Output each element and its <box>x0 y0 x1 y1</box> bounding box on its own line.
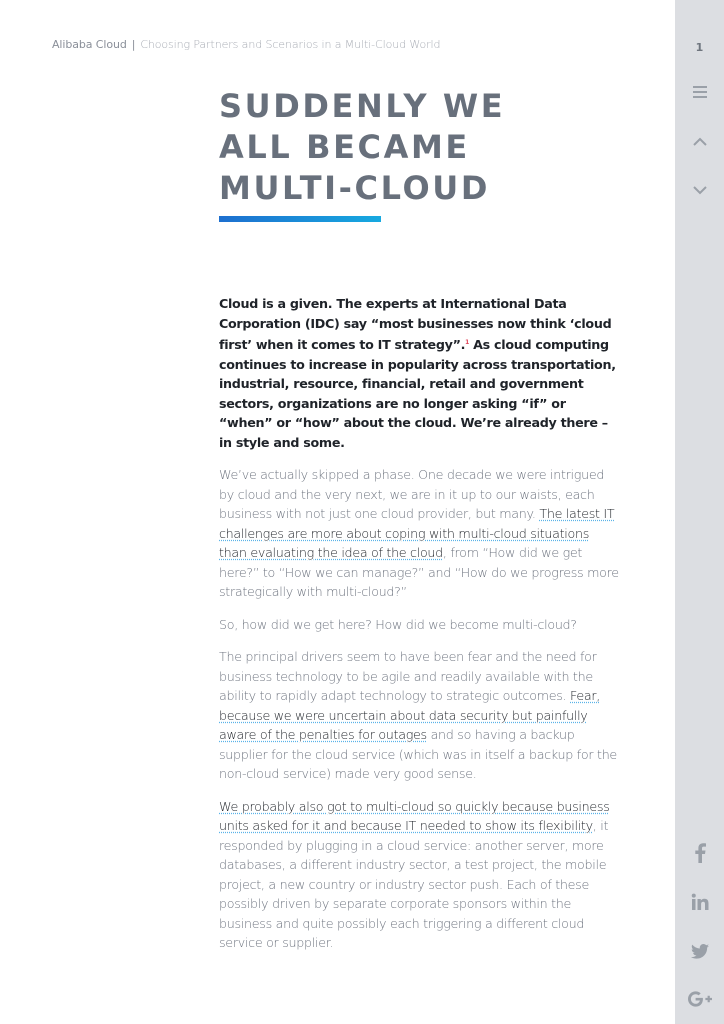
lead-paragraph <box>219 294 619 452</box>
paragraph-text: , it responded by plugging in a cloud service: another server, more databases, a different industry sector, a test project, the mobile project, a new country or industry sector push. Each of these possibly driven by separate corporate sponsors within the business and quite possibly each triggering a different cloud service or supplier. <box>219 818 609 951</box>
paragraph-5 <box>219 797 619 953</box>
chevron-down-icon[interactable] <box>675 180 724 200</box>
twitter-icon[interactable] <box>675 940 724 962</box>
lead-text: Cloud is a given. The experts at International Data Corporation (IDC) say “most businesses now think ‘cloud first’ when it comes to IT strategy”. <box>219 296 612 353</box>
article-body <box>219 294 619 966</box>
lead-text-continued: As cloud computing continues to increase in popularity across transportation, industrial, resource, financial, retail and government sectors, organizations are no longer asking “if” or “when” or “how” about the cloud. We’re already there – in style and some. <box>219 337 616 450</box>
highlighted-quote[interactable]: We probably also got to multi-cloud so quickly because business units asked for it and because IT needed to show its flexibility <box>219 798 610 834</box>
paragraph-text: and so having a backup supplier for the cloud service (which was in itself a backup for the non-cloud service) made very good sense. <box>219 727 617 782</box>
chevron-up-icon[interactable] <box>675 132 724 152</box>
navigation-sidebar <box>675 0 724 1024</box>
document-subtitle: Choosing Partners and Scenarios in a Multi-Cloud World <box>140 38 441 51</box>
menu-icon[interactable] <box>675 82 724 102</box>
page-title <box>219 86 539 209</box>
page-number: 1 <box>695 40 704 54</box>
paragraph-2 <box>219 465 619 602</box>
highlighted-quote[interactable]: The latest IT challenges are more about coping with multi-cloud situations than evaluating the idea of the cloud <box>219 506 615 561</box>
paragraph-text: The principal drivers seem to have been fear and the need for business technology to be agile and readily available with the ability to rapidly adapt technology to strategic outcomes. <box>219 649 597 704</box>
header-separator: | <box>131 38 136 51</box>
title-accent-bar <box>219 216 381 222</box>
paragraph-4 <box>219 647 619 784</box>
brand-name: Alibaba Cloud <box>52 38 127 51</box>
document-header <box>52 38 440 51</box>
paragraph-text: , from “How did we get here?” to “How we can manage?” and “How do we progress more strategically with multi-cloud?” <box>219 545 619 600</box>
google-plus-icon[interactable] <box>675 988 724 1010</box>
footnote-reference[interactable]: 1 <box>465 339 470 346</box>
title-line-3: MULTI-CLOUD <box>219 169 491 207</box>
title-line-2: ALL BECAME <box>219 128 470 166</box>
paragraph-3: So, how did we get here? How did we become multi-cloud? <box>219 616 577 632</box>
title-line-1: SUDDENLY WE <box>219 87 506 125</box>
highlighted-quote[interactable]: Fear, because we were uncertain about data security but painfully aware of the penalties for outages <box>219 688 600 743</box>
facebook-icon[interactable] <box>675 842 724 864</box>
paragraph-text: We’ve actually skipped a phase. One decade we were intrigued by cloud and the very next, we are in it up to our waists, each business with not just one cloud provider, but many. <box>219 467 605 522</box>
linkedin-icon[interactable] <box>675 891 724 913</box>
